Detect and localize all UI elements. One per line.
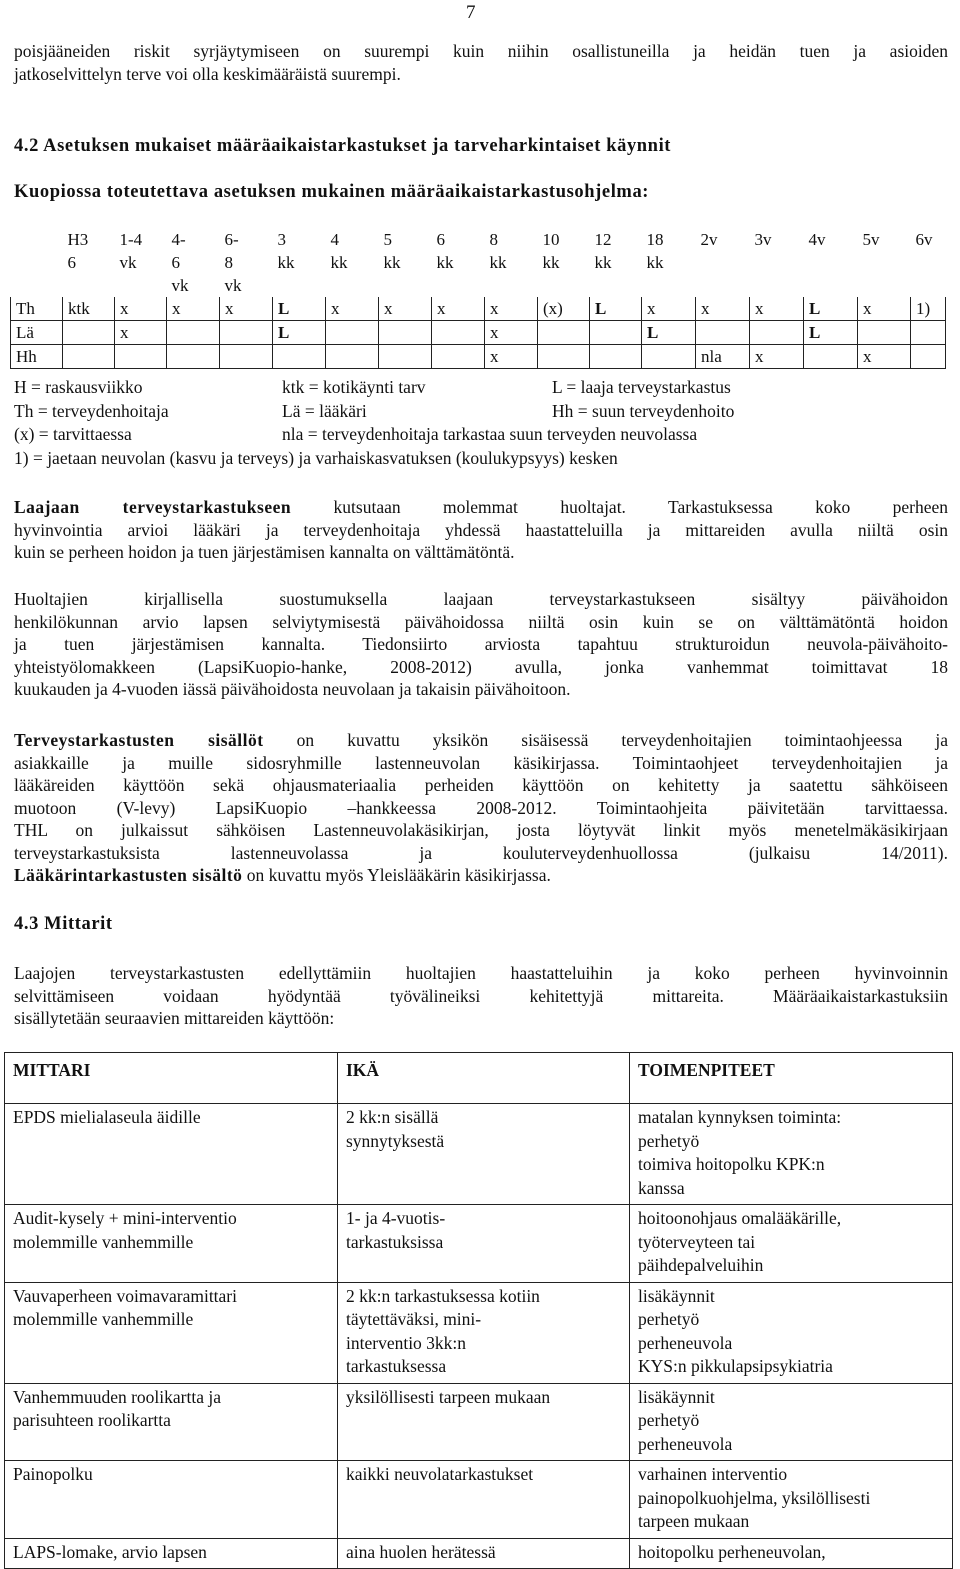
- text-line: jatkoselvittelyn terve voi olla keskimääräistä suurempi.: [14, 63, 401, 84]
- legend-item: L = laaja terveystarkastus: [552, 377, 731, 397]
- schedule-cell: [538, 321, 590, 345]
- table-row: [5, 1104, 953, 1205]
- legend-footnote: 1) = jaetaan neuvolan (kasvu ja terveys) ja varhaiskasvatuksen (koulukypsyys) kesken: [14, 447, 618, 468]
- ika-cell: aina huolen herätessä: [338, 1538, 630, 1569]
- schedule-header: 10 kk: [542, 230, 560, 272]
- schedule-cell: [63, 345, 115, 369]
- text-line: selvittämiseen voidaan hyödyntää työvälineiksi kehitettyjä mittareita. Määräaikaistarkastuksiin: [14, 985, 948, 1006]
- schedule-cell: x: [642, 297, 696, 321]
- schedule-header: 2v: [700, 230, 718, 249]
- schedule-row-label: Lä: [11, 321, 63, 345]
- schedule-cell: L: [642, 321, 696, 345]
- schedule-table: [10, 228, 946, 369]
- meters-table: [4, 1052, 953, 1569]
- program-heading: Kuopiossa toteutettava asetuksen mukainen määräaikaistarkastusohjelma:: [14, 182, 650, 202]
- schedule-cell: x: [379, 297, 432, 321]
- text-line: Laajaan terveystarkastukseen kutsutaan molemmat huoltajat. Tarkastuksessa koko perheen: [14, 497, 948, 517]
- text-line: muotoon (V-levy) LapsiKuopio –hankkeessa 2008-2012. Toimintaohjeita päivitetään tarvittaessa.: [14, 797, 948, 818]
- paragraph-sisallot: [14, 729, 948, 887]
- schedule-cell: [858, 321, 911, 345]
- ika-cell: kaikki neuvolatarkastukset: [338, 1461, 630, 1539]
- mittari-cell: LAPS-lomake, arvio lapsen: [5, 1538, 338, 1569]
- legend-row: [14, 376, 944, 400]
- section-4-2-heading: 4.2 Asetuksen mukaiset määräaikaistarkastukset ja tarveharkintaiset käynnit: [14, 136, 672, 156]
- schedule-cell: [750, 321, 804, 345]
- text-line: henkilökunnan arvio lapsen selviytymisestä päivähoidossa niiltä osin kuin se on välttämätöntä hoidon: [14, 611, 948, 632]
- legend-row: [14, 423, 944, 447]
- legend-item: ktk = kotikäynti tarv: [282, 377, 426, 397]
- text-line: Terveystarkastusten sisällöt on kuvattu yksikön sisäisessä terveydenhoitajien toimintaohjeessa ja: [14, 730, 948, 750]
- schedule-cell: x: [115, 321, 167, 345]
- schedule-row-th: [11, 297, 946, 321]
- schedule-cell: [432, 321, 485, 345]
- column-header: IKÄ: [338, 1053, 630, 1104]
- schedule-cell: [115, 345, 167, 369]
- text-line: poisjääneiden riskit syrjäytymiseen on suurempi kuin niihin osallistuneilla ja heidän tuen ja asioiden: [14, 41, 948, 61]
- schedule-header: 1-4 vk: [119, 230, 143, 272]
- schedule-header: 4 kk: [330, 230, 348, 272]
- mittari-cell: Painopolku: [5, 1461, 338, 1539]
- lead-term: Terveystarkastusten sisällöt: [14, 730, 264, 750]
- schedule-cell: x: [485, 297, 538, 321]
- lead-term: Laajaan terveystarkastukseen: [14, 497, 292, 517]
- schedule-cell: [590, 321, 642, 345]
- text-line: Laajojen terveystarkastusten edellyttämiin huoltajien haastatteluihin ja koko perheen hyvinvoinnin: [14, 963, 948, 983]
- column-header: TOIMENPITEET: [630, 1053, 953, 1104]
- schedule-cell: x: [485, 321, 538, 345]
- schedule-header: 6- 8 vk: [224, 230, 242, 295]
- schedule-cell: x: [858, 345, 911, 369]
- schedule-header: H3 6: [67, 230, 89, 272]
- schedule-header: 6v: [915, 230, 933, 249]
- text-line: kuin se perheen hoidon ja tuen järjestämisen kannalta on välttämätöntä.: [14, 542, 515, 562]
- schedule-cell: x: [485, 345, 538, 369]
- schedule-cell: x: [432, 297, 485, 321]
- schedule-cell: [220, 321, 273, 345]
- schedule-cell: [167, 321, 220, 345]
- text-line: asiakkaille ja muille sidosryhmille lastenneuvolan käsikirjassa. Toimintaohjeet terveydenhoitajien ja: [14, 752, 948, 773]
- schedule-cell: x: [750, 345, 804, 369]
- toimenpiteet-cell: hoitoonohjaus omalääkärille, työterveyteen tai päihdepalveluihin: [630, 1205, 953, 1283]
- toimenpiteet-cell: hoitopolku perheneuvolan,: [630, 1538, 953, 1569]
- table-row: [5, 1383, 953, 1461]
- schedule-header: 18 kk: [646, 230, 664, 272]
- text-line: THL on julkaissut sähköisen Lastenneuvolakäsikirjan, josta löytyvät linkit myös menetelmäkäsikirjaan: [14, 820, 948, 840]
- page-number: 7: [466, 2, 476, 23]
- legend-item: Lä = lääkäri: [282, 400, 367, 421]
- table-row: [5, 1461, 953, 1539]
- schedule-cell: [642, 345, 696, 369]
- schedule-header: 4v: [808, 230, 826, 249]
- paragraph-huoltajien: [14, 588, 948, 701]
- legend-item: nla = terveydenhoitaja tarkastaa suun terveyden neuvolassa: [282, 424, 698, 444]
- toimenpiteet-cell: matalan kynnyksen toiminta: perhetyö toimiva hoitopolku KPK:n kanssa: [630, 1104, 953, 1205]
- schedule-cell: x: [858, 297, 911, 321]
- schedule-header-row: [11, 228, 946, 297]
- schedule-cell: (x): [538, 297, 590, 321]
- schedule-cell: ktk: [63, 297, 115, 321]
- schedule-header: 5 kk: [383, 230, 401, 272]
- text-line: yhteistyölomakkeen (LapsiKuopio-hanke, 2008-2012) avulla, jonka vanhemmat toimittavat 18: [14, 656, 948, 677]
- mittari-cell: Vauvaperheen voimavaramittari molemmille vanhemmille: [5, 1282, 338, 1383]
- section-4-3-heading: 4.3 Mittarit: [14, 914, 113, 934]
- schedule-header: 8 kk: [489, 230, 507, 272]
- legend-item: Hh = suun terveydenhoito: [552, 400, 735, 421]
- toimenpiteet-cell: varhainen interventio painopolkuohjelma, yksilöllisesti tarpeen mukaan: [630, 1461, 953, 1539]
- mittari-cell: Vanhemmuuden roolikartta ja parisuhteen roolikartta: [5, 1383, 338, 1461]
- schedule-row-hh: [11, 345, 946, 369]
- schedule-cell: [220, 345, 273, 369]
- schedule-cell: [590, 345, 642, 369]
- schedule-cell: x: [220, 297, 273, 321]
- table-row: [5, 1538, 953, 1569]
- ika-cell: yksilöllisesti tarpeen mukaan: [338, 1383, 630, 1461]
- schedule-cell: L: [273, 297, 326, 321]
- schedule-cell: L: [804, 297, 858, 321]
- schedule-cell: [63, 321, 115, 345]
- schedule-cell: [326, 345, 379, 369]
- column-header: MITTARI: [5, 1053, 338, 1104]
- schedule-header: 5v: [862, 230, 880, 249]
- legend-row: [14, 400, 944, 424]
- schedule-cell: [379, 345, 432, 369]
- schedule-cell: [273, 345, 326, 369]
- schedule-cell: x: [750, 297, 804, 321]
- intro-paragraph: [14, 40, 948, 85]
- schedule-cell: x: [696, 297, 750, 321]
- schedule-cell: L: [590, 297, 642, 321]
- ika-cell: 2 kk:n tarkastuksessa kotiin täytettäväksi, mini- interventio 3kk:n tarkastuksessa: [338, 1282, 630, 1383]
- schedule-header: 4- 6 vk: [171, 230, 189, 295]
- text-line: hyvinvointia arvioi lääkäri ja terveydenhoitaja yhdessä haastatteluilla ja mittareiden avulla niiltä osin: [14, 519, 948, 540]
- ika-cell: 1- ja 4-vuotis- tarkastuksissa: [338, 1205, 630, 1283]
- toimenpiteet-cell: lisäkäynnit perhetyö perheneuvola KYS:n pikkulapsipsykiatria: [630, 1282, 953, 1383]
- schedule-cell: [167, 345, 220, 369]
- schedule-row-label: Th: [11, 297, 63, 321]
- text-line: terveystarkastuksista lastenneuvolassa ja kouluterveydenhuollossa (julkaisu 14/2011).: [14, 842, 948, 863]
- mittari-cell: EPDS mielialaseula äidille: [5, 1104, 338, 1205]
- ika-cell: 2 kk:n sisällä synnytyksestä: [338, 1104, 630, 1205]
- schedule-header: 6 kk: [436, 230, 454, 272]
- schedule-cell: [911, 345, 946, 369]
- text-line: kuukauden ja 4-vuoden iässä päivähoidosta neuvolaan ja takaisin päivähoitoon.: [14, 679, 571, 699]
- schedule-cell: L: [273, 321, 326, 345]
- schedule-header: 3 kk: [277, 230, 295, 272]
- table-row: [5, 1282, 953, 1383]
- schedule-cell: [538, 345, 590, 369]
- schedule-cell: x: [115, 297, 167, 321]
- text-line: lääkäreiden käyttöön sekä ohjausmateriaalia perheiden käyttöön on kehitetty ja saatettu sähköiseen: [14, 775, 948, 795]
- text-line: Lääkärintarkastusten sisältö on kuvattu myös Yleislääkärin käsikirjassa.: [14, 865, 551, 885]
- schedule-cell: nla: [696, 345, 750, 369]
- text-line: ja tuen järjestämisen kannalta. Tiedonsiirto arviosta tapahtuu strukturoidun neuvola-päivähoito-: [14, 634, 948, 654]
- mittari-cell: Audit-kysely + mini-interventio molemmille vanhemmille: [5, 1205, 338, 1283]
- schedule-cell: [804, 345, 858, 369]
- legend-item: Th = terveydenhoitaja: [14, 400, 169, 421]
- schedule-header: 12 kk: [594, 230, 612, 272]
- schedule-cell: [696, 321, 750, 345]
- legend-item: H = raskausviikko: [14, 377, 143, 397]
- text-line: Huoltajien kirjallisella suostumuksella laajaan terveystarkastukseen sisältyy päivähoidon: [14, 589, 948, 609]
- paragraph-mittarit: [14, 962, 948, 1030]
- schedule-header: 3v: [754, 230, 772, 249]
- toimenpiteet-cell: lisäkäynnit perhetyö perheneuvola: [630, 1383, 953, 1461]
- schedule-cell: [911, 321, 946, 345]
- text-line: sisällytetään seuraavien mittareiden käyttöön:: [14, 1008, 335, 1028]
- meters-header-row: [5, 1053, 953, 1104]
- schedule-row-label: Hh: [11, 345, 63, 369]
- schedule-cell: L: [804, 321, 858, 345]
- table-row: [5, 1205, 953, 1283]
- schedule-cell: 1): [911, 297, 946, 321]
- legend-item: (x) = tarvittaessa: [14, 424, 132, 444]
- lead-term: Lääkärintarkastusten sisältö: [14, 865, 243, 885]
- schedule-cell: x: [167, 297, 220, 321]
- schedule-cell: [326, 321, 379, 345]
- schedule-cell: x: [326, 297, 379, 321]
- schedule-legend: [14, 376, 944, 470]
- schedule-row-la: [11, 321, 946, 345]
- schedule-cell: [432, 345, 485, 369]
- schedule-cell: [379, 321, 432, 345]
- paragraph-laaja: [14, 496, 948, 564]
